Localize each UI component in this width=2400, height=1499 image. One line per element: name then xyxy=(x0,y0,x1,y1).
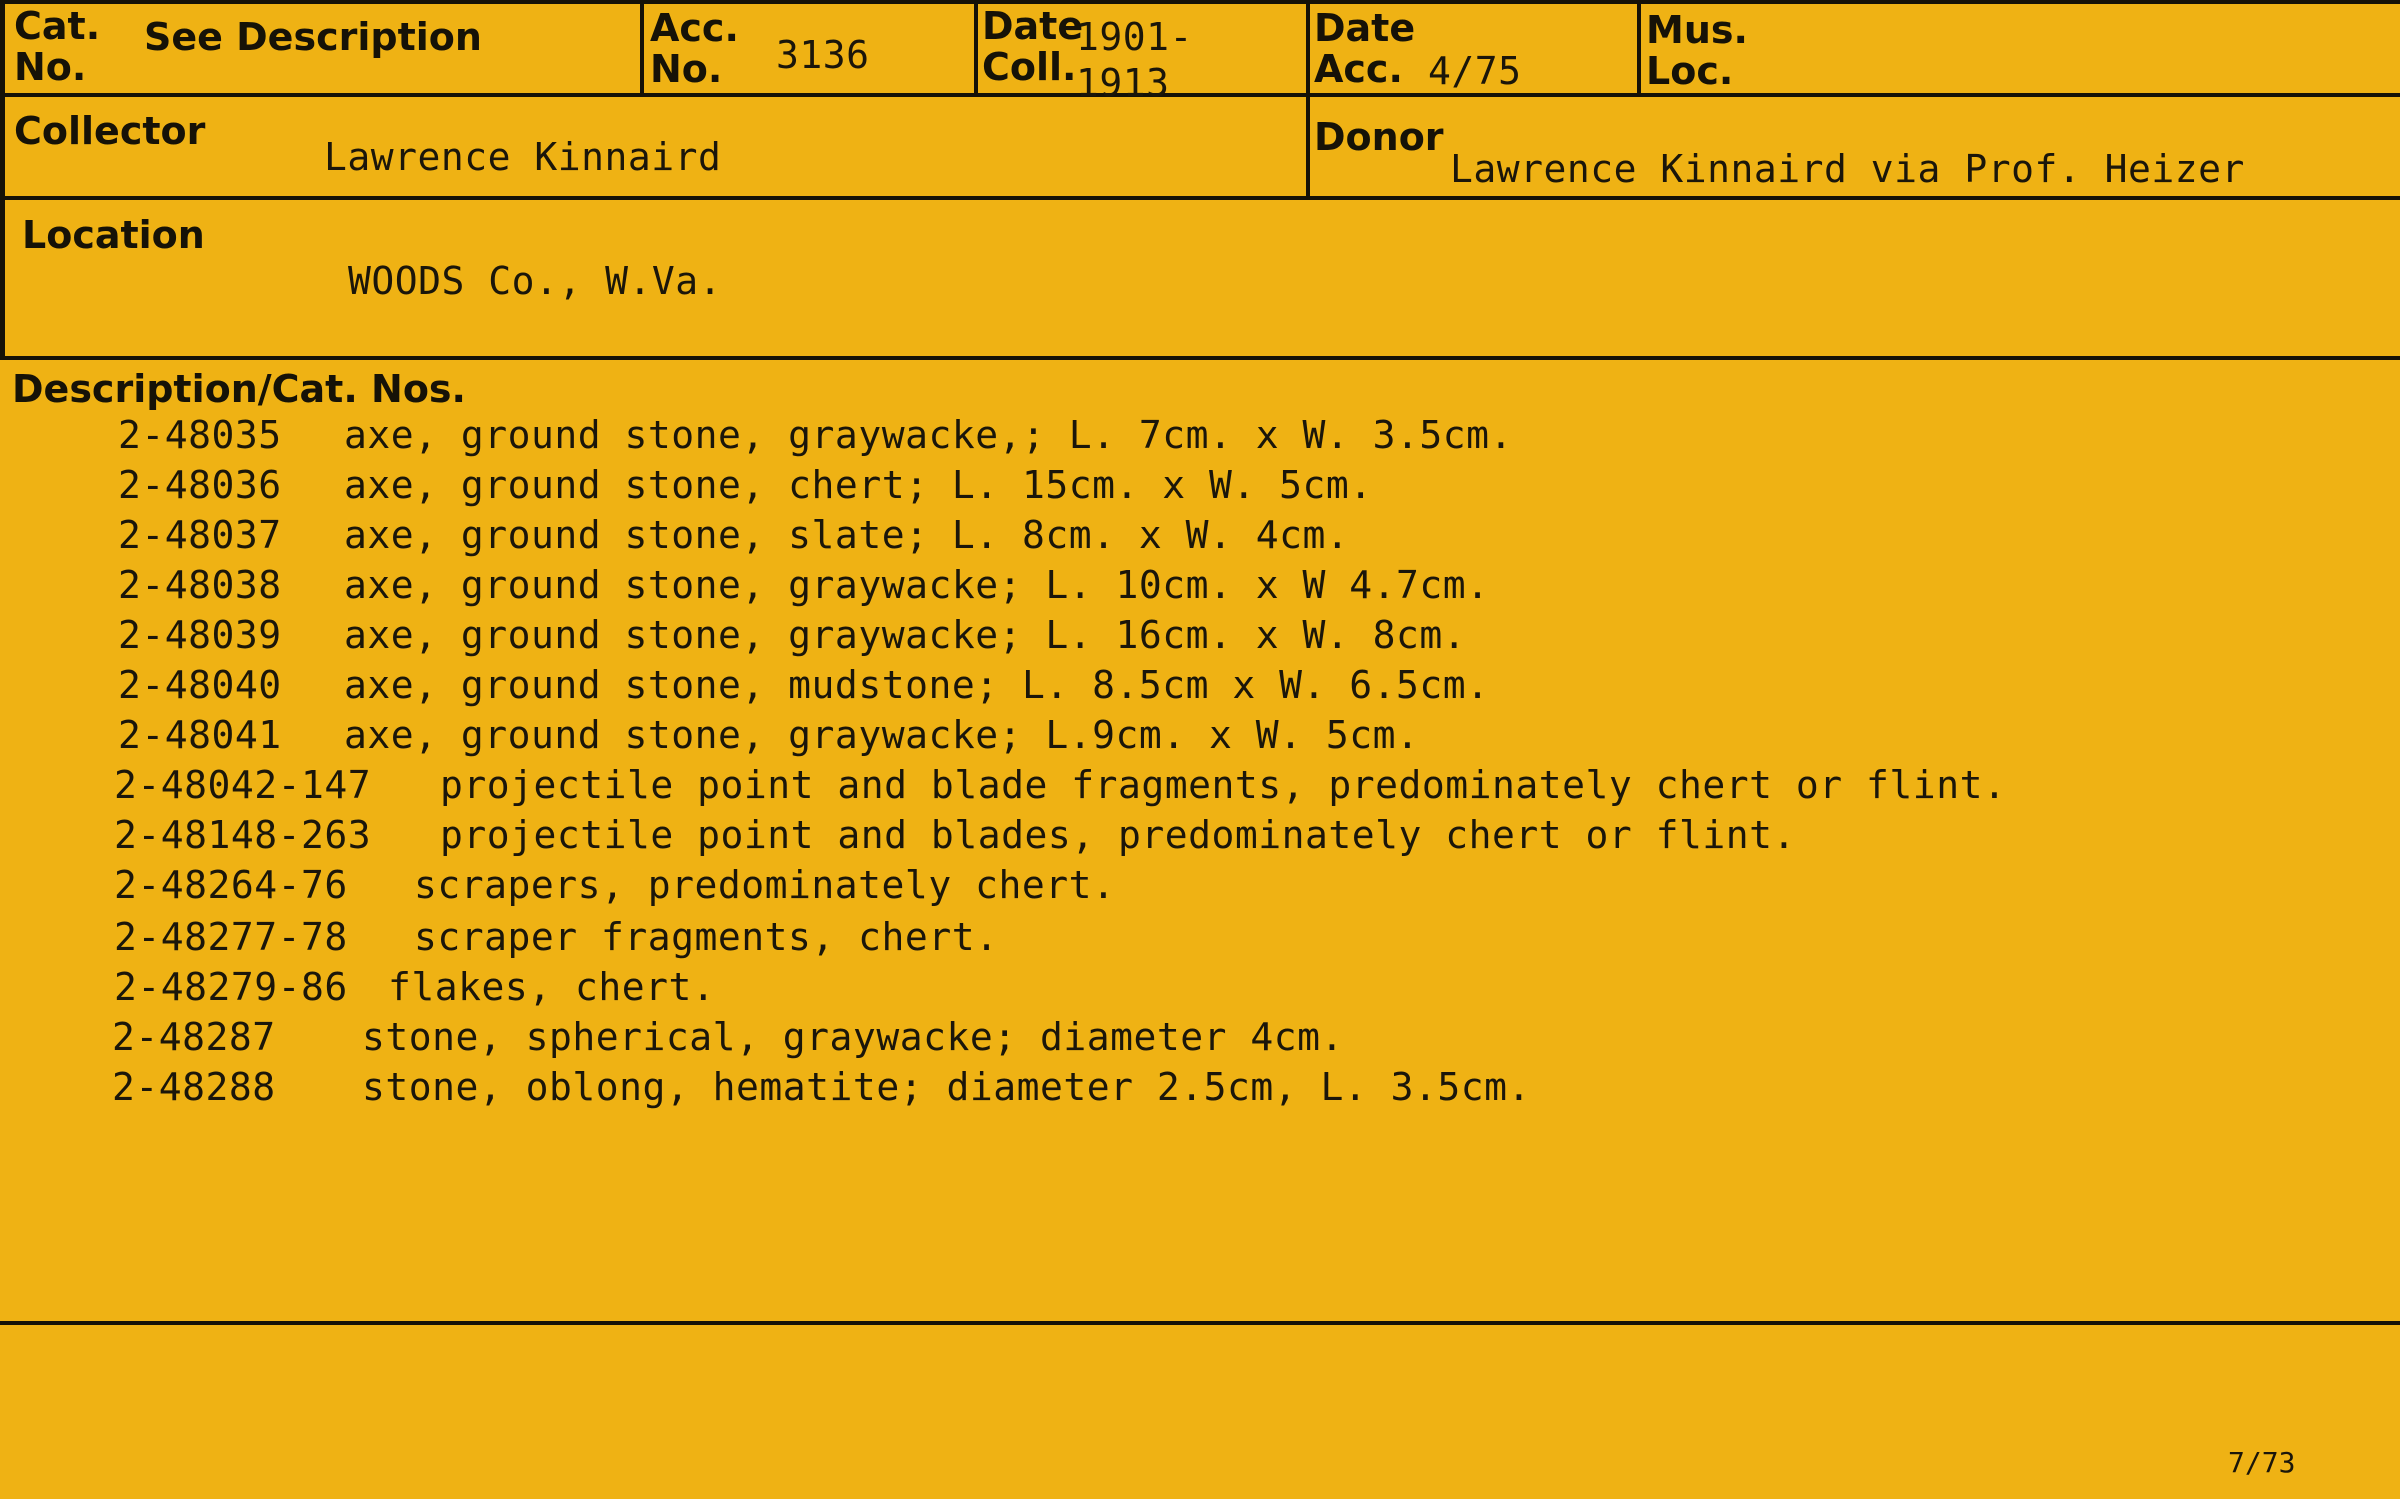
rule-top xyxy=(0,0,2400,4)
entry-text: axe, ground stone, graywacke,; L. 7cm. x W. 3.5cm. xyxy=(344,413,1513,457)
cat-no-label: Cat. No. xyxy=(14,4,101,89)
catalog-number: 2-48264-76 xyxy=(114,863,348,907)
entry-text: stone, spherical, graywacke; diameter 4cm. xyxy=(362,1015,1344,1059)
acc-no-value: 3136 xyxy=(776,33,870,77)
catalog-number: 2-48038 xyxy=(118,563,282,607)
card-code: 7/73 xyxy=(2228,1446,2296,1479)
catalog-number: 2-48042-147 xyxy=(114,763,372,807)
catalog-number: 2-48039 xyxy=(118,613,282,657)
cat-no-value: See Description xyxy=(144,15,482,59)
entry-text: projectile point and blade fragments, predominately chert or flint. xyxy=(440,763,2007,807)
rule-left xyxy=(0,0,5,360)
entry-text: scraper fragments, chert. xyxy=(414,915,999,959)
collector-label: Collector xyxy=(14,109,206,153)
entry-text: axe, ground stone, chert; L. 15cm. x W. 5cm. xyxy=(344,463,1373,507)
catalog-number: 2-48041 xyxy=(118,713,282,757)
catalog-number: 2-48279-86 xyxy=(114,965,348,1009)
description-entry xyxy=(114,763,2314,814)
date-coll-value-line1: 1901- xyxy=(1076,15,1193,59)
rule-location-bottom xyxy=(0,356,2400,360)
catalog-number: 2-48036 xyxy=(118,463,282,507)
entry-text: scrapers, predominately chert. xyxy=(414,863,1116,907)
catalog-number: 2-48037 xyxy=(118,513,282,557)
entry-text: axe, ground stone, graywacke; L. 16cm. x W. 8cm. xyxy=(344,613,1467,657)
rule-description-bottom xyxy=(0,1321,2400,1325)
date-acc-label: Date Acc. xyxy=(1314,6,1416,91)
entry-text: axe, ground stone, graywacke; L.9cm. x W. 5cm. xyxy=(344,713,1420,757)
date-coll-value-line2: 1913 xyxy=(1076,61,1170,105)
catalog-number: 2-48148-263 xyxy=(114,813,372,857)
entry-text: axe, ground stone, graywacke; L. 10cm. x W 4.7cm. xyxy=(344,563,1490,607)
rule-col-date-coll xyxy=(974,0,978,95)
entry-text: projectile point and blades, predominately chert or flint. xyxy=(440,813,1796,857)
collector-value: Lawrence Kinnaird xyxy=(324,135,722,179)
entry-text: stone, oblong, hematite; diameter 2.5cm, L. 3.5cm. xyxy=(362,1065,1531,1109)
location-value: WOODS Co., W.Va. xyxy=(348,259,723,303)
rule-col-date-acc xyxy=(1306,0,1310,198)
description-entry xyxy=(118,463,2318,514)
description-entry xyxy=(118,513,2318,564)
entry-text: axe, ground stone, mudstone; L. 8.5cm x W. 6.5cm. xyxy=(344,663,1490,707)
acc-no-label: Acc. No. xyxy=(650,6,739,91)
description-entry xyxy=(112,1065,2312,1116)
description-entry xyxy=(112,1015,2312,1066)
rule-col-acc xyxy=(640,0,644,95)
mus-loc-label: Mus. Loc. xyxy=(1646,8,1748,93)
entry-text: flakes, chert. xyxy=(388,965,716,1009)
rule-col-mus-loc xyxy=(1637,0,1641,95)
donor-label: Donor xyxy=(1314,115,1444,159)
description-entry xyxy=(118,663,2318,714)
catalog-number: 2-48040 xyxy=(118,663,282,707)
catalog-number: 2-48288 xyxy=(112,1065,276,1109)
description-entry xyxy=(114,965,2314,1016)
description-entry xyxy=(118,713,2318,764)
donor-value: Lawrence Kinnaird via Prof. Heizer xyxy=(1450,147,2245,191)
rule-header-bottom xyxy=(0,93,2400,97)
location-label: Location xyxy=(22,213,205,257)
description-entry xyxy=(118,563,2318,614)
description-entry xyxy=(114,915,2314,966)
catalog-number: 2-48277-78 xyxy=(114,915,348,959)
date-coll-label: Date Coll. xyxy=(982,4,1084,89)
entry-text: axe, ground stone, slate; L. 8cm. x W. 4cm. xyxy=(344,513,1350,557)
description-entry xyxy=(114,813,2314,864)
description-label: Description/Cat. Nos. xyxy=(12,367,466,411)
description-entry xyxy=(118,613,2318,664)
date-acc-value: 4/75 xyxy=(1428,49,1522,93)
catalog-number: 2-48035 xyxy=(118,413,282,457)
description-entry xyxy=(118,413,2318,464)
catalog-number: 2-48287 xyxy=(112,1015,276,1059)
rule-collector-bottom xyxy=(0,196,2400,200)
description-entry xyxy=(114,863,2314,914)
